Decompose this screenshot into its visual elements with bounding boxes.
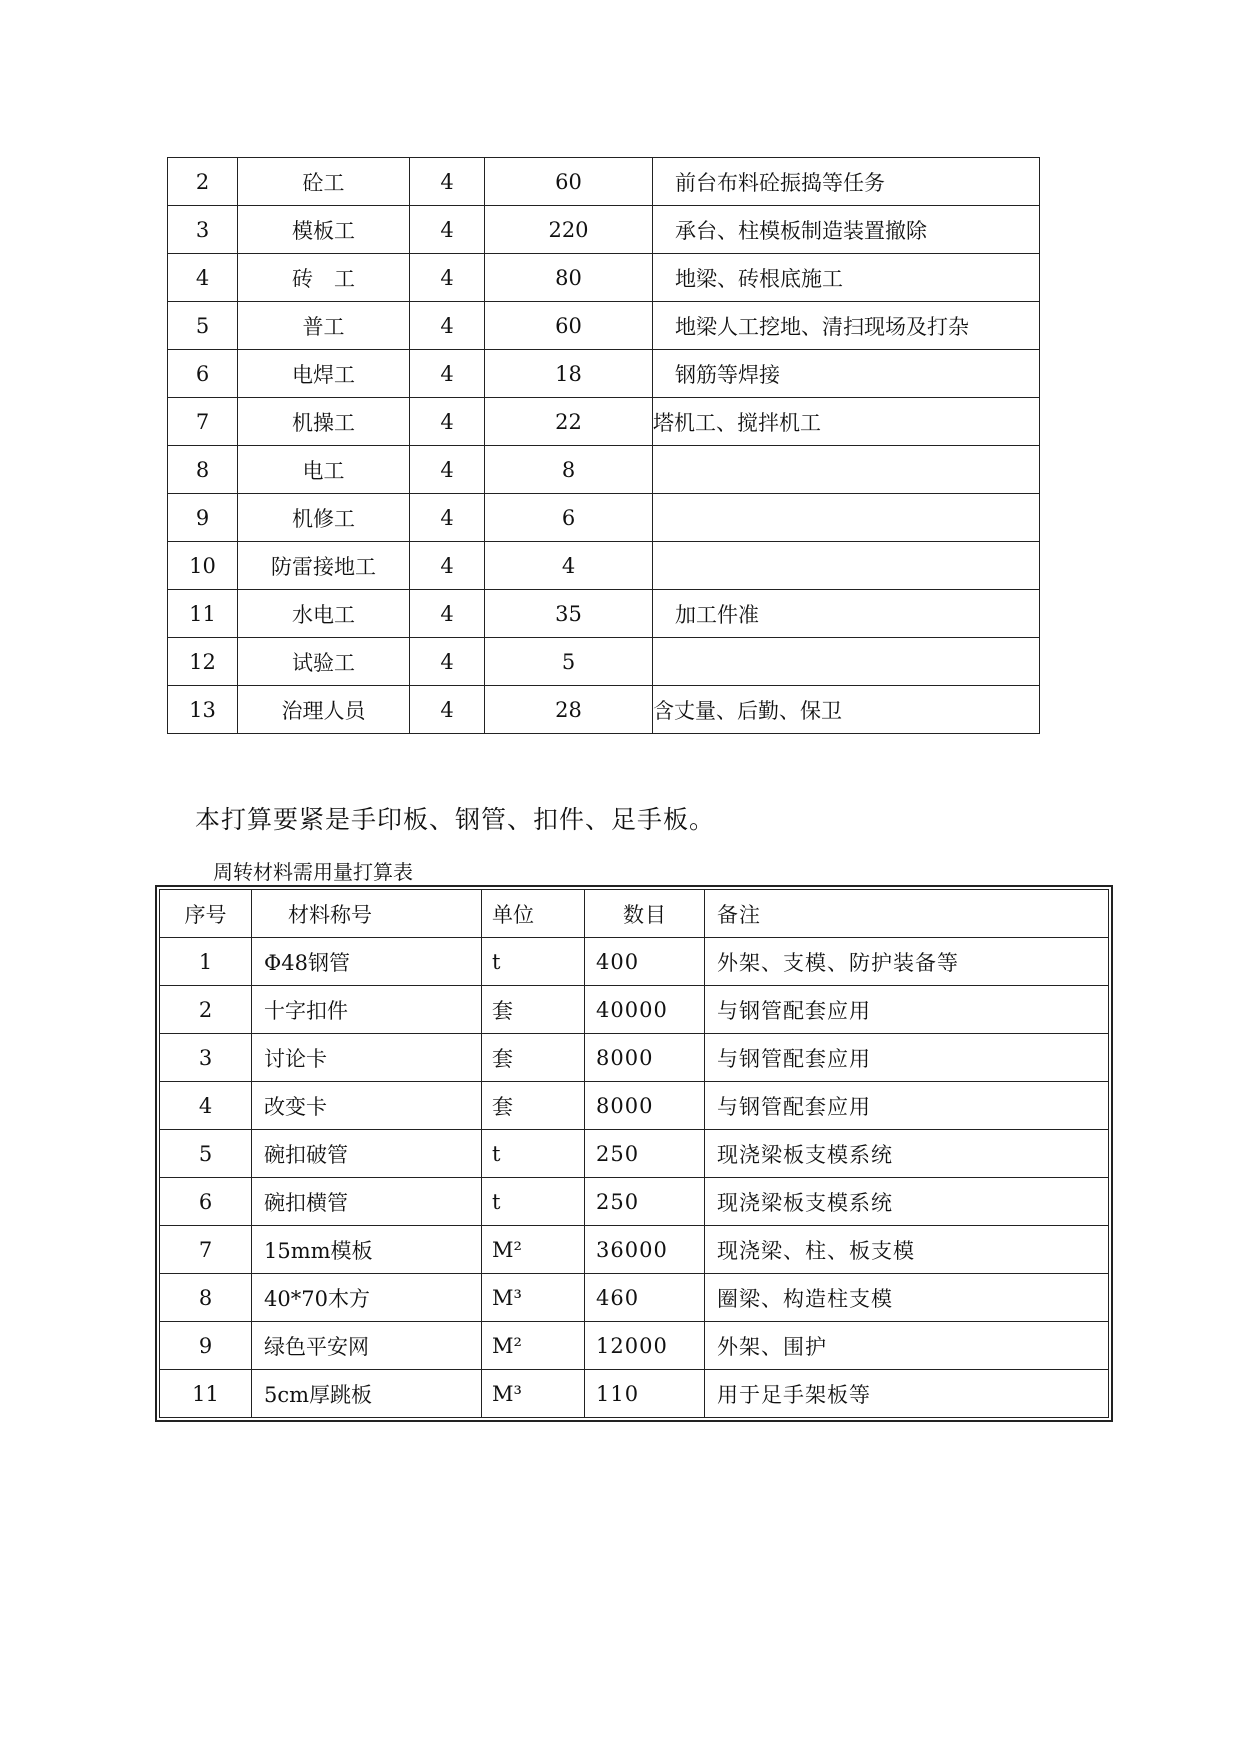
labor-trade: 试验工 bbox=[238, 638, 410, 686]
material-no: 7 bbox=[160, 1226, 252, 1274]
material-qty: 8000 bbox=[585, 1034, 705, 1082]
materials-row bbox=[160, 1226, 1109, 1274]
labor-col-b: 60 bbox=[485, 158, 653, 206]
material-unit: 套 bbox=[482, 1034, 585, 1082]
material-unit: M³ bbox=[482, 1274, 585, 1322]
material-no: 4 bbox=[160, 1082, 252, 1130]
material-name: 绿色平安网 bbox=[252, 1322, 482, 1370]
material-qty: 36000 bbox=[585, 1226, 705, 1274]
material-unit: M³ bbox=[482, 1370, 585, 1418]
material-note: 圈梁、构造柱支模 bbox=[705, 1274, 1109, 1322]
materials-row bbox=[160, 1370, 1109, 1418]
labor-row bbox=[168, 686, 1040, 734]
labor-col-a: 4 bbox=[410, 542, 485, 590]
material-note: 用于足手架板等 bbox=[705, 1370, 1109, 1418]
materials-row bbox=[160, 1082, 1109, 1130]
material-no: 5 bbox=[160, 1130, 252, 1178]
material-no: 8 bbox=[160, 1274, 252, 1322]
labor-no: 8 bbox=[168, 446, 238, 494]
labor-task bbox=[653, 206, 1040, 254]
labor-trade: 模板工 bbox=[238, 206, 410, 254]
material-note: 与钢管配套应用 bbox=[705, 1034, 1109, 1082]
labor-task bbox=[653, 398, 1040, 446]
labor-col-b: 220 bbox=[485, 206, 653, 254]
header-unit: 单位 bbox=[482, 890, 585, 938]
material-no: 1 bbox=[160, 938, 252, 986]
material-no: 9 bbox=[160, 1322, 252, 1370]
material-qty: 460 bbox=[585, 1274, 705, 1322]
labor-task-text: 地梁、砖根底施工 bbox=[675, 266, 843, 291]
material-unit: t bbox=[482, 1130, 585, 1178]
labor-col-b: 28 bbox=[485, 686, 653, 734]
labor-no: 9 bbox=[168, 494, 238, 542]
labor-trade: 治理人员 bbox=[238, 686, 410, 734]
labor-task bbox=[653, 686, 1040, 734]
labor-task bbox=[653, 302, 1040, 350]
material-unit: t bbox=[482, 938, 585, 986]
labor-task bbox=[653, 158, 1040, 206]
labor-no: 13 bbox=[168, 686, 238, 734]
labor-col-a: 4 bbox=[410, 686, 485, 734]
labor-no: 10 bbox=[168, 542, 238, 590]
labor-row bbox=[168, 350, 1040, 398]
labor-col-b: 4 bbox=[485, 542, 653, 590]
materials-row bbox=[160, 1034, 1109, 1082]
labor-row bbox=[168, 206, 1040, 254]
header-note: 备注 bbox=[705, 890, 1109, 938]
labor-task bbox=[653, 542, 1040, 590]
labor-col-a: 4 bbox=[410, 206, 485, 254]
labor-trade: 防雷接地工 bbox=[238, 542, 410, 590]
material-note: 现浇梁、柱、板支模 bbox=[705, 1226, 1109, 1274]
materials-row bbox=[160, 1274, 1109, 1322]
material-name: 碗扣横管 bbox=[252, 1178, 482, 1226]
material-note: 与钢管配套应用 bbox=[705, 1082, 1109, 1130]
labor-trade: 普工 bbox=[238, 302, 410, 350]
material-unit: t bbox=[482, 1178, 585, 1226]
labor-row bbox=[168, 590, 1040, 638]
material-qty: 8000 bbox=[585, 1082, 705, 1130]
labor-task bbox=[653, 638, 1040, 686]
labor-row bbox=[168, 542, 1040, 590]
labor-col-a: 4 bbox=[410, 350, 485, 398]
materials-table bbox=[159, 889, 1109, 1418]
intro-paragraph: 本打算要紧是手印板、钢管、扣件、足手板。 bbox=[195, 805, 716, 834]
labor-no: 3 bbox=[168, 206, 238, 254]
labor-trade: 砖 工 bbox=[238, 254, 410, 302]
labor-trade: 电工 bbox=[238, 446, 410, 494]
labor-col-a: 4 bbox=[410, 398, 485, 446]
material-name: 5cm厚跳板 bbox=[252, 1370, 482, 1418]
labor-no: 4 bbox=[168, 254, 238, 302]
materials-header-row bbox=[160, 890, 1109, 938]
labor-no: 11 bbox=[168, 590, 238, 638]
material-qty: 40000 bbox=[585, 986, 705, 1034]
material-unit: 套 bbox=[482, 986, 585, 1034]
material-qty: 12000 bbox=[585, 1322, 705, 1370]
header-qty: 数目 bbox=[585, 890, 705, 938]
labor-task bbox=[653, 446, 1040, 494]
materials-table-caption: 周转材料需用量打算表 bbox=[213, 860, 413, 884]
labor-no: 5 bbox=[168, 302, 238, 350]
material-no: 3 bbox=[160, 1034, 252, 1082]
labor-task-text: 加工件准 bbox=[675, 602, 759, 627]
labor-col-b: 80 bbox=[485, 254, 653, 302]
material-no: 6 bbox=[160, 1178, 252, 1226]
labor-trade: 机操工 bbox=[238, 398, 410, 446]
materials-row bbox=[160, 1178, 1109, 1226]
material-name: 改变卡 bbox=[252, 1082, 482, 1130]
labor-table bbox=[167, 157, 1040, 734]
labor-row bbox=[168, 446, 1040, 494]
labor-row bbox=[168, 398, 1040, 446]
material-unit: M² bbox=[482, 1322, 585, 1370]
labor-trade: 机修工 bbox=[238, 494, 410, 542]
labor-col-a: 4 bbox=[410, 590, 485, 638]
materials-row bbox=[160, 986, 1109, 1034]
labor-col-b: 6 bbox=[485, 494, 653, 542]
material-qty: 250 bbox=[585, 1130, 705, 1178]
material-note: 外架、支模、防护装备等 bbox=[705, 938, 1109, 986]
material-name: Φ48钢管 bbox=[252, 938, 482, 986]
labor-task-text: 含丈量、后勤、保卫 bbox=[653, 698, 842, 723]
labor-trade: 电焊工 bbox=[238, 350, 410, 398]
material-note: 与钢管配套应用 bbox=[705, 986, 1109, 1034]
material-qty: 400 bbox=[585, 938, 705, 986]
labor-task-text: 塔机工、搅拌机工 bbox=[653, 410, 821, 435]
materials-row bbox=[160, 938, 1109, 986]
labor-col-a: 4 bbox=[410, 302, 485, 350]
material-unit: 套 bbox=[482, 1082, 585, 1130]
labor-row bbox=[168, 494, 1040, 542]
header-no: 序号 bbox=[160, 890, 252, 938]
labor-task bbox=[653, 350, 1040, 398]
labor-no: 12 bbox=[168, 638, 238, 686]
material-no: 2 bbox=[160, 986, 252, 1034]
materials-row bbox=[160, 1322, 1109, 1370]
labor-col-b: 8 bbox=[485, 446, 653, 494]
materials-table-frame bbox=[155, 885, 1113, 1422]
material-name: 15mm模板 bbox=[252, 1226, 482, 1274]
labor-col-b: 18 bbox=[485, 350, 653, 398]
labor-col-a: 4 bbox=[410, 494, 485, 542]
material-name: 40*70木方 bbox=[252, 1274, 482, 1322]
labor-col-b: 5 bbox=[485, 638, 653, 686]
materials-row bbox=[160, 1130, 1109, 1178]
material-note: 现浇梁板支模系统 bbox=[705, 1130, 1109, 1178]
labor-col-a: 4 bbox=[410, 446, 485, 494]
material-note: 外架、围护 bbox=[705, 1322, 1109, 1370]
labor-no: 2 bbox=[168, 158, 238, 206]
labor-task bbox=[653, 494, 1040, 542]
labor-row bbox=[168, 158, 1040, 206]
material-unit: M² bbox=[482, 1226, 585, 1274]
labor-task bbox=[653, 590, 1040, 638]
labor-task bbox=[653, 254, 1040, 302]
material-name: 碗扣破管 bbox=[252, 1130, 482, 1178]
labor-task-text: 地梁人工挖地、清扫现场及打杂 bbox=[675, 314, 969, 339]
labor-col-b: 60 bbox=[485, 302, 653, 350]
labor-col-a: 4 bbox=[410, 254, 485, 302]
labor-col-b: 35 bbox=[485, 590, 653, 638]
material-name: 十字扣件 bbox=[252, 986, 482, 1034]
material-qty: 110 bbox=[585, 1370, 705, 1418]
labor-no: 7 bbox=[168, 398, 238, 446]
labor-task-text: 前台布料砼振捣等任务 bbox=[675, 170, 885, 195]
labor-col-a: 4 bbox=[410, 638, 485, 686]
material-qty: 250 bbox=[585, 1178, 705, 1226]
labor-trade: 水电工 bbox=[238, 590, 410, 638]
labor-trade: 砼工 bbox=[238, 158, 410, 206]
header-name: 材料称号 bbox=[252, 890, 482, 938]
materials-table-body bbox=[160, 890, 1109, 1418]
labor-no: 6 bbox=[168, 350, 238, 398]
labor-row bbox=[168, 638, 1040, 686]
labor-row bbox=[168, 302, 1040, 350]
labor-table-body bbox=[168, 158, 1040, 734]
labor-task-text: 钢筋等焊接 bbox=[675, 362, 780, 387]
material-no: 11 bbox=[160, 1370, 252, 1418]
material-note: 现浇梁板支模系统 bbox=[705, 1178, 1109, 1226]
material-name: 讨论卡 bbox=[252, 1034, 482, 1082]
labor-row bbox=[168, 254, 1040, 302]
labor-task-text: 承台、柱模板制造装置撤除 bbox=[675, 218, 927, 243]
labor-col-b: 22 bbox=[485, 398, 653, 446]
labor-col-a: 4 bbox=[410, 158, 485, 206]
